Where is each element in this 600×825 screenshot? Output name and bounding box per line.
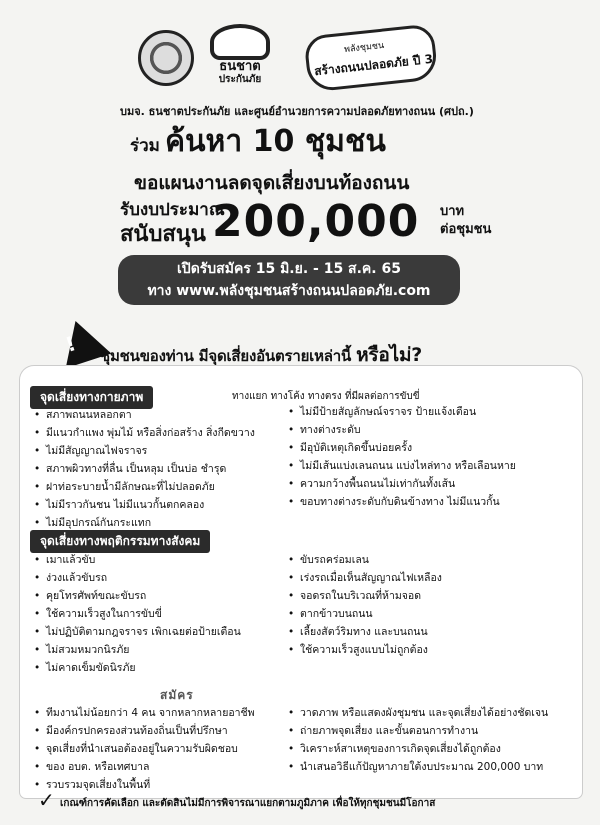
list-item: • ใช้ความเร็วสูงในการขับขี่ [34, 605, 241, 623]
campaign-logo-line1: พลังชุมชน [343, 40, 385, 56]
list-item: • ความกว้างพื้นถนนไม่เท่ากันทั้งเส้น [288, 475, 516, 493]
government-seal-logo [138, 30, 194, 86]
behavior-list-right [288, 551, 442, 659]
list-item: • ใช้ความเร็วสูงแบบไม่ถูกต้อง [288, 641, 442, 659]
list-item: • ไม่มีเส้นแบ่งเลนถนน แบ่งไหล่ทาง หรือเลือนหาย [288, 457, 516, 475]
physical-list-left [34, 406, 255, 532]
section-behavior-tag: จุดเสี่ยงทางพฤติกรรมทางสังคม [30, 530, 210, 553]
section-apply-title: สมัคร [160, 688, 194, 702]
risk-question-highlight: หรือไม่? [356, 344, 423, 366]
list-item: • มีอุบัติเหตุเกิดขึ้นบ่อยครั้ง [288, 439, 516, 457]
checkmark-icon: ✓ [38, 788, 55, 812]
headline [130, 118, 386, 165]
fund-unit-per-community: ต่อชุมชน [440, 222, 492, 237]
section-physical-tag: จุดเสี่ยงทางกายภาพ [30, 386, 153, 409]
list-item: • ถ่ายภาพจุดเสี่ยง และขั้นตอนการทำงาน [288, 722, 548, 740]
list-item: • นำเสนอวิธีแก้ปัญหาภายใต้งบประมาณ 200,000 บาท [288, 758, 548, 776]
list-item: • ไม่มีป้ายสัญลักษณ์จราจร ป้ายแจ้งเตือน [288, 403, 516, 421]
list-item: • วาดภาพ หรือแสดงผังชุมชน และจุดเสี่ยงได้อย่างชัดเจน [288, 704, 548, 722]
risk-question-text: ชุมชนของท่าน มีจุดเสี่ยงอันตรายเหล่านี้ [100, 347, 352, 365]
application-period: เปิดรับสมัคร 15 มิ.ย. - 15 ส.ค. 65 [177, 261, 401, 277]
organizer-line: บมจ. ธนชาตประกันภัย และศูนย์อำนวยการความปลอดภัยทางถนน (ศปถ.) [120, 105, 474, 118]
list-item: • ขอบทางต่างระดับกับดินข้างทาง ไม่มีแนวกั้น [288, 493, 516, 511]
application-banner [118, 255, 460, 305]
apply-list-left [34, 704, 255, 794]
section-physical-note: ทางแยก ทางโค้ง ทางตรง ที่มีผลต่อการขับขี่ [232, 391, 420, 402]
list-item: • ไม่มีสัญญาณไฟจราจร [34, 442, 255, 460]
list-item: • สภาพผิวทางที่ลื่น เป็นหลุม เป็นบ่อ ชำรุด [34, 460, 255, 478]
list-item: • ง่วงแล้วขับรถ [34, 569, 241, 587]
list-item: • มีองค์กรปกครองส่วนท้องถิ่นเป็นที่ปรึกษา [34, 722, 255, 740]
list-item: • วิเคราะห์สาเหตุของการเกิดจุดเสี่ยงได้ถูกต้อง [288, 740, 548, 758]
list-item: • ไม่มีอุปกรณ์กันกระแทก [34, 514, 255, 532]
behavior-list-left [34, 551, 241, 677]
insurer-logo [205, 24, 275, 88]
exclamation-icon: ! [62, 331, 79, 357]
list-item: • จุดเสี่ยงที่นำเสนอต้องอยู่ในความรับผิดชอบ [34, 740, 255, 758]
physical-list-right [288, 403, 516, 511]
insurer-logo-mark [210, 24, 270, 60]
list-item: • ของ อบต. หรือเทศบาล [34, 758, 255, 776]
list-item: • เลี้ยงสัตว์ริมทาง และบนถนน [288, 623, 442, 641]
fund-label-1: รับงบประมาณ [120, 200, 225, 220]
list-item: • เร่งรถเมื่อเห็นสัญญาณไฟเหลือง [288, 569, 442, 587]
list-item: • ทางต่างระดับ [288, 421, 516, 439]
list-item: • ไม่มีราวกันชน ไม่มีแนวกั้นตกคลอง [34, 496, 255, 514]
list-item: • สภาพถนนหลอกตา [34, 406, 255, 424]
insurer-logo-name: ธนชาต [219, 59, 261, 74]
list-item: • รวบรวมจุดเสี่ยงในพื้นที่ [34, 776, 255, 794]
list-item: • มีแนวกำแพง พุ่มไม้ หรือสิ่งก่อสร้าง สิ่งกีดขวาง [34, 424, 255, 442]
fund-label-2: สนับสนุน [120, 222, 206, 247]
footer-note: เกณฑ์การคัดเลือก และตัดสินไม่มีการพิจารณาแยกตามภูมิภาค เพื่อให้ทุกชุมชนมีโอกาส [60, 798, 436, 809]
headline-prefix: ร่วม [130, 136, 160, 156]
campaign-logo [306, 18, 436, 92]
headline-subtitle: ขอแผนงานลดจุดเสี่ยงบนท้องถนน [134, 172, 410, 194]
list-item: • ไม่สวมหมวกนิรภัย [34, 641, 241, 659]
list-item: • คุยโทรศัพท์ขณะขับรถ [34, 587, 241, 605]
fund-amount: 200,000 [212, 196, 420, 247]
list-item: • ตากข้าวบนถนน [288, 605, 442, 623]
list-item: • เมาแล้วขับ [34, 551, 241, 569]
headline-main: ค้นหา 10 ชุมชน [164, 124, 386, 159]
list-item: • จอดรถในบริเวณที่ห้ามจอด [288, 587, 442, 605]
list-item: • ทีมงานไม่น้อยกว่า 4 คน จากหลากหลายอาชีพ [34, 704, 255, 722]
insurer-logo-subname: ประกันภัย [218, 74, 262, 85]
website-link[interactable]: ทาง www.พลังชุมชนสร้างถนนปลอดภัย.com [147, 283, 431, 299]
fund-unit-baht: บาท [440, 204, 465, 219]
list-item: • ไม่ปฏิบัติตามกฎจราจร เพิกเฉยต่อป้ายเตือน [34, 623, 241, 641]
apply-list-right [288, 704, 548, 776]
campaign-logo-line2: สร้างถนนปลอดภัย ปี 3 [313, 51, 434, 79]
list-item: • ฝาท่อระบายน้ำมีลักษณะที่ไม่ปลอดภัย [34, 478, 255, 496]
list-item: • ไม่คาดเข็มขัดนิรภัย [34, 659, 241, 677]
list-item: • ขับรถคร่อมเลน [288, 551, 442, 569]
